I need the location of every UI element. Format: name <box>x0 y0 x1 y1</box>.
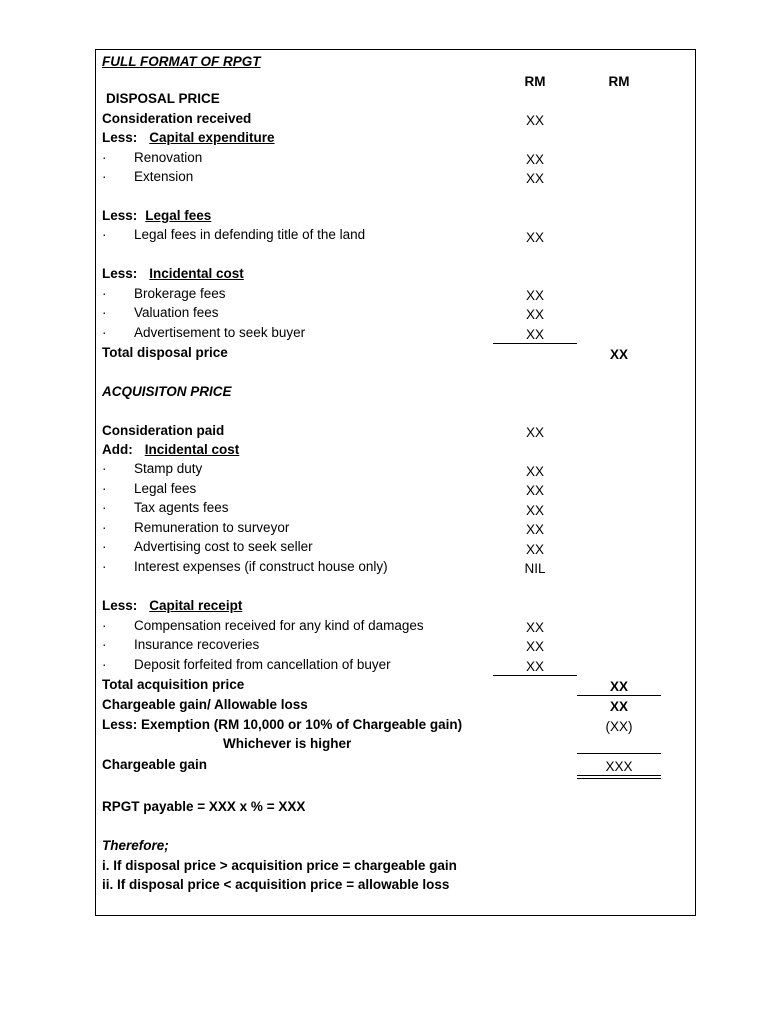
list-item <box>96 225 695 245</box>
legal-heading-row <box>96 206 695 226</box>
total-acquisition-label: Total acquisition price <box>102 677 245 692</box>
bullet-icon: · <box>102 520 107 535</box>
list-item <box>96 459 695 479</box>
capital-receipt-heading: Less: Capital receipt <box>102 598 243 613</box>
bullet-icon: · <box>102 325 107 340</box>
list-item <box>96 655 695 675</box>
list-item-label: Legal fees <box>134 481 197 496</box>
list-item <box>96 284 695 304</box>
acq-incidental-heading-row <box>96 440 695 460</box>
rule-2-row <box>96 875 695 895</box>
capex-heading-row <box>96 128 695 148</box>
bullet-icon: · <box>102 637 107 652</box>
exemption-value: (XX) <box>605 719 633 734</box>
bullet-icon: · <box>102 227 107 242</box>
total-disposal-row <box>96 343 695 363</box>
list-item-value: NIL <box>524 561 546 576</box>
bullet-icon: · <box>102 657 107 672</box>
bullet-icon: · <box>102 461 107 476</box>
bullet-icon: · <box>102 286 107 301</box>
list-item-label: Legal fees in defending title of the land <box>134 227 366 242</box>
exemption-row <box>96 715 695 735</box>
list-item-value: XX <box>525 503 544 518</box>
column-header-rm-2: RM <box>608 74 630 89</box>
list-item-label: Interest expenses (if construct house only) <box>134 559 388 574</box>
list-item-label: Compensation received for any kind of damages <box>134 618 424 633</box>
chargeable-gain-label: Chargeable gain <box>102 757 208 772</box>
list-item-value: XX <box>525 230 544 245</box>
bullet-icon: · <box>102 618 107 633</box>
whichever-row <box>96 734 695 754</box>
rpgt-formula: RPGT payable = XXX x % = XXX <box>102 799 306 814</box>
total-acquisition-row <box>96 675 695 695</box>
list-item-value: XX <box>525 483 544 498</box>
disposal-heading-row <box>96 89 695 109</box>
title-row <box>96 52 695 72</box>
list-item-value: XX <box>525 464 544 479</box>
list-item-label: Renovation <box>134 150 203 165</box>
gain-value: XX <box>609 699 628 714</box>
consideration-paid-label: Consideration paid <box>102 423 225 438</box>
acquisition-heading: ACQUISITON PRICE <box>102 384 232 399</box>
list-item-label: Tax agents fees <box>134 500 229 515</box>
list-item-value: XX <box>525 639 544 654</box>
bullet-icon: · <box>102 169 107 184</box>
gain-label: Chargeable gain/ Allowable loss <box>102 697 308 712</box>
bullet-icon: · <box>102 500 107 515</box>
disposal-heading: DISPOSAL PRICE <box>106 91 220 106</box>
bullet-icon: · <box>102 150 107 165</box>
list-item <box>96 148 695 168</box>
rule-1-row <box>96 856 695 876</box>
list-item <box>96 557 695 577</box>
total-disposal-label: Total disposal price <box>102 345 228 360</box>
bullet-icon: · <box>102 305 107 320</box>
list-item-value: XX <box>525 327 544 342</box>
column-header-rm-1: RM <box>524 74 546 89</box>
therefore-label: Therefore; <box>102 838 169 853</box>
rule-2-text: ii. If disposal price < acquisition price = allowable loss <box>102 877 450 892</box>
consideration-received-label: Consideration received <box>102 111 252 126</box>
list-item-label: Brokerage fees <box>134 286 226 301</box>
list-item-value: XX <box>525 620 544 635</box>
legal-heading: Less: Legal fees <box>102 208 212 223</box>
therefore-row <box>96 836 695 856</box>
rpgt-format-table <box>95 49 696 916</box>
list-item-label: Advertising cost to seek seller <box>134 539 313 554</box>
list-item-label: Deposit forfeited from cancellation of buyer <box>134 657 391 672</box>
exemption-label: Less: Exemption (RM 10,000 or 10% of Chargeable gain) <box>102 717 463 732</box>
bullet-icon: · <box>102 481 107 496</box>
total-acquisition-value: XX <box>609 679 628 694</box>
incidental-heading-row <box>96 264 695 284</box>
list-item <box>96 635 695 655</box>
consideration-received-value: XX <box>525 113 544 128</box>
list-item-label: Remuneration to surveyor <box>134 520 290 535</box>
total-disposal-value: XX <box>609 347 628 362</box>
consideration-paid-value: XX <box>525 425 544 440</box>
list-item-value: XX <box>525 307 544 322</box>
list-item-value: XX <box>525 288 544 303</box>
capex-heading: Less: Capital expenditure <box>102 130 275 145</box>
capital-receipt-heading-row <box>96 596 695 616</box>
list-item-label: Extension <box>134 169 194 184</box>
acq-incidental-heading: Add: Incidental cost <box>102 442 240 457</box>
list-item-value: XX <box>525 542 544 557</box>
list-item <box>96 537 695 557</box>
double-underline-rule <box>577 775 661 779</box>
list-item <box>96 323 695 343</box>
list-item-value: XX <box>525 522 544 537</box>
chargeable-gain-value: XXX <box>605 759 633 774</box>
whichever-label: Whichever is higher <box>223 736 352 751</box>
incidental-heading: Less: Incidental cost <box>102 266 244 281</box>
bullet-icon: · <box>102 559 107 574</box>
document-title: FULL FORMAT OF RPGT <box>102 54 261 69</box>
list-item-label: Stamp duty <box>134 461 203 476</box>
acquisition-heading-row <box>96 382 695 402</box>
bullet-icon: · <box>102 539 107 554</box>
consideration-paid-row <box>96 421 695 441</box>
consideration-received-row <box>96 109 695 129</box>
list-item-label: Advertisement to seek buyer <box>134 325 306 340</box>
gain-row <box>96 695 695 715</box>
list-item-label: Insurance recoveries <box>134 637 260 652</box>
list-item <box>96 167 695 187</box>
list-item-label: Valuation fees <box>134 305 219 320</box>
list-item <box>96 303 695 323</box>
rule-1-text: i. If disposal price > acquisition price = chargeable gain <box>102 858 457 873</box>
list-item-value: XX <box>525 659 544 674</box>
list-item <box>96 498 695 518</box>
rpgt-formula-row <box>96 797 695 817</box>
list-item-value: XX <box>525 171 544 186</box>
list-item <box>96 518 695 538</box>
list-item <box>96 479 695 499</box>
chargeable-gain-row <box>96 755 695 775</box>
list-item <box>96 616 695 636</box>
list-item-value: XX <box>525 152 544 167</box>
exemption-rule <box>577 753 661 754</box>
